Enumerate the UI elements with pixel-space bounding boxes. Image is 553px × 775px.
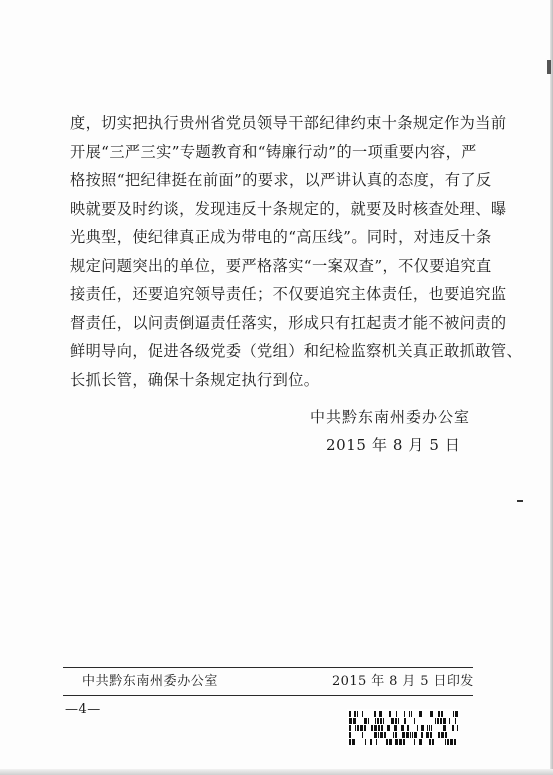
body-line: 规定问题突出的单位，要严格落实“一案双查”，不仅要追究直 xyxy=(70,256,492,275)
body-line: 督责任，以问责倒逼责任落实，形成只有扛起责才能不被问责的 xyxy=(70,313,507,332)
footer-print-date: 2015 年 8 月 5 日印发 xyxy=(332,674,474,689)
scan-artifact xyxy=(517,500,523,502)
page-number: —4— xyxy=(65,702,101,717)
footer-issuer: 中共黔东南州委办公室 xyxy=(82,674,219,689)
barcode-icon xyxy=(347,709,460,747)
signature-org: 中共黔东南州委办公室 xyxy=(310,408,471,426)
footer-rule-bottom xyxy=(63,695,473,696)
body-line: 鲜明导向，促进各级党委（党组）和纪检监察机关真正敢抓敢管、 xyxy=(70,342,523,360)
body-line: 格按照“把纪律挺在前面”的要求，以严讲认真的态度，有了反 xyxy=(70,171,492,189)
body-line: 光典型，使纪律真正成为带电的“高压线”。同时，对违反十条 xyxy=(70,228,492,246)
body-line: 映就要及时约谈，发现违反十条规定的，就要及时核查处理、曝 xyxy=(70,199,507,218)
scan-edge xyxy=(0,769,553,775)
footer-rule-top xyxy=(63,667,473,668)
signature-date: 2015 年 8 月 5 日 xyxy=(326,436,461,454)
body-paragraph xyxy=(70,109,523,394)
body-line: 度，切实把执行贵州省党员领导干部纪律约束十条规定作为当前 xyxy=(70,114,507,132)
scan-artifact xyxy=(547,60,551,74)
body-line: 长抓长管，确保十条规定执行到位。 xyxy=(70,370,320,389)
body-line: 开展“三严三实”专题教育和“铸廉行动”的一项重要内容，严 xyxy=(70,142,477,161)
body-line: 接责任，还要追究领导责任；不仅要追究主体责任，也要追究监 xyxy=(70,285,507,303)
